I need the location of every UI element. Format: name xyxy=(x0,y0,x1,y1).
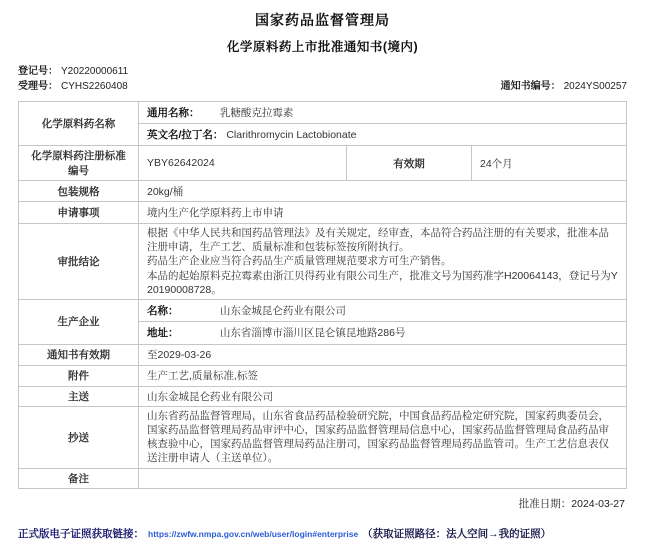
application-label: 申请事项 xyxy=(19,202,139,224)
cc-value: 山东省药品监督管理局，山东省食品药品检验研究院，中国食品药品检定研究院，国家药典委员会，国家药品监督管理局药品审评中心，国家药品监督管理局信息中心，国家药品监督管理局食品药品审核查验中心，国家药品监督管理局药品注册司，国家药品监督管理局药品监管司。生产工艺信息表仅送注册申请人（主送单位）。 xyxy=(139,406,627,468)
main-recipient-label: 主送 xyxy=(19,386,139,406)
certificate-link-line xyxy=(18,526,627,541)
remark-label: 备注 xyxy=(19,468,139,488)
table-row xyxy=(19,365,627,386)
table-row xyxy=(19,299,627,321)
table-row xyxy=(19,406,627,468)
validity-label: 有效期 xyxy=(347,146,472,181)
latin-name-label: 英文名/拉丁名： xyxy=(147,129,224,141)
table-row xyxy=(19,146,627,181)
document-meta xyxy=(18,64,627,94)
main-recipient-value: 山东金城昆仑药业有限公司 xyxy=(139,386,627,406)
manufacturer-address-value: 山东省淄博市淄川区昆仑镇昆地路286号 xyxy=(219,327,406,340)
notice-label: 通知书编号： xyxy=(500,81,561,92)
generic-name-cell xyxy=(139,102,627,124)
validity-value: 24个月 xyxy=(472,146,627,181)
latin-name-cell xyxy=(139,124,627,146)
approval-date-label: 批准日期： xyxy=(518,497,572,510)
notice-validity-value: 至2029-03-26 xyxy=(139,344,627,365)
agency-title: 国家药品监督管理局 xyxy=(255,12,390,28)
document-title: 化学原料药上市批准通知书(境内) xyxy=(226,40,419,54)
approval-conclusion-value: 根据《中华人民共和国药品管理法》及有关规定，经审查，本品符合药品注册的有关要求，批准本品注册申请，生产工艺、质量标准和包装标签按所附执行。 药品生产企业应当符合药品生产质量管理规范要求方可生产销售。 本品的起始原料克拉霉素由浙江贝得药业有限公司生产，批准文号为国药准字H20064143，登记号为Y20190008728。 xyxy=(139,224,627,300)
acceptance-label: 受理号： xyxy=(18,81,58,92)
package-spec-value: 20kg/桶 xyxy=(139,181,627,202)
certificate-link-label: 正式版电子证照获取链接： xyxy=(18,527,144,540)
approval-date-value: 2024-03-27 xyxy=(571,497,625,510)
application-value: 境内生产化学原料药上市申请 xyxy=(139,202,627,224)
drug-name-label: 化学原料药名称 xyxy=(19,102,139,146)
notice-value: 2024YS00257 xyxy=(563,81,627,92)
acceptance-row xyxy=(18,79,627,94)
notice-no xyxy=(501,79,627,94)
manufacturer-name-label: 名称： xyxy=(147,304,179,317)
certificate-link[interactable]: https://zwfw.nmpa.gov.cn/web/user/login#enterprise xyxy=(148,528,359,539)
manufacturer-name-value: 山东金城昆仑药业有限公司 xyxy=(219,304,346,317)
manufacturer-address-cell xyxy=(139,321,627,344)
table-row xyxy=(19,102,627,124)
package-spec-label: 包装规格 xyxy=(19,181,139,202)
table-row xyxy=(19,181,627,202)
acceptance-value: CYHS2260408 xyxy=(61,81,128,92)
approval-table xyxy=(18,101,627,489)
attachments-label: 附件 xyxy=(19,365,139,386)
certificate-path-note: （获取证照路径：法人空间→我的证照） xyxy=(362,527,552,540)
manufacturer-name-cell xyxy=(139,299,627,321)
generic-name-value: 乳糖酸克拉霉素 xyxy=(219,107,294,119)
registration-row xyxy=(18,64,627,79)
approval-conclusion-label: 审批结论 xyxy=(19,224,139,300)
registration-no xyxy=(18,64,128,79)
table-row xyxy=(19,202,627,224)
registration-label: 登记号： xyxy=(18,66,58,77)
attachments-value: 生产工艺,质量标准,标签 xyxy=(139,365,627,386)
standard-no-label: 化学原料药注册标准编号 xyxy=(19,146,139,181)
table-row xyxy=(19,468,627,488)
standard-no-value: YBY62642024 xyxy=(139,146,347,181)
manufacturer-address-label: 地址： xyxy=(147,327,179,340)
generic-name-label: 通用名称： xyxy=(147,107,200,119)
remark-value xyxy=(139,468,627,488)
manufacturer-label: 生产企业 xyxy=(19,299,139,344)
notice-validity-label: 通知书有效期 xyxy=(19,344,139,365)
registration-value: Y20220000611 xyxy=(61,66,129,77)
cc-label: 抄送 xyxy=(19,406,139,468)
latin-name-value: Clarithromycin Lactobionate xyxy=(226,129,357,141)
acceptance-no xyxy=(18,79,128,94)
table-row xyxy=(19,224,627,300)
table-row xyxy=(19,386,627,406)
approval-date-line xyxy=(18,496,627,511)
table-row xyxy=(19,344,627,365)
